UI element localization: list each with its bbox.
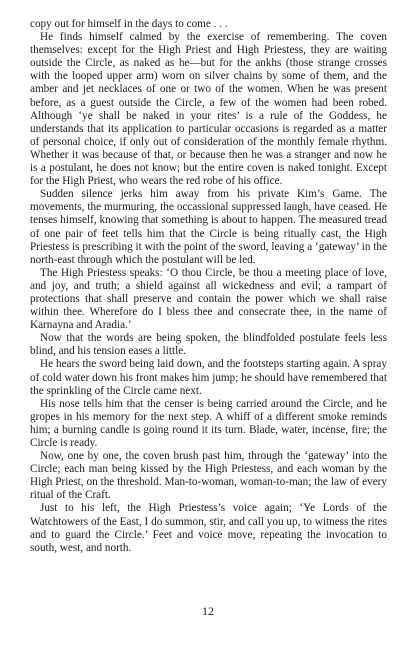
paragraph-9: Just to his left, the High Priestess’s voice again; ‘Ye Lords of the Watchtowers of the East, I do summon, stir, and call you up, to witness the rites and to guard the Circle.’ Feet and voice move, repeating the invocation to south, west, and north. [30, 502, 387, 554]
paragraph-6: He hears the sword being laid down, and the footsteps starting again. A spray of cold water down his front makes him jump; he should have remembered that the sprinkling of the Circle came next. [30, 358, 387, 397]
body-text [30, 18, 387, 555]
paragraph-3: Sudden silence jerks him away from his private Kim’s Game. The movements, the murmuring, the occassional suppressed laugh, have ceased. He tenses himself, knowing that something is about to happen. The measured tread of one pair of feet tells him that the Circle is being ritually cast, the High Priestess is prescribing it with the point of the sword, leaving a ‘gateway’ in the north-east through which the postulant will be led. [30, 188, 387, 266]
paragraph-8: Now, one by one, the coven brush past him, through the ‘gateway’ into the Circle; each man being kissed by the High Priestess, and each woman by the High Priest, on the threshold. Man-to-woman, woman-to-man; the law of every ritual of the Craft. [30, 450, 387, 502]
paragraph-5: Now that the words are being spoken, the blindfolded postulate feels less blind, and his tension eases a little. [30, 332, 387, 358]
page-number: 12 [202, 604, 214, 618]
paragraph-1: copy out for himself in the days to come . . . [30, 18, 228, 30]
paragraph-4: The High Priestess speaks: ‘O thou Circle, be thou a meeting place of love, and joy, and truth; a shield against all wickedness and evil; a rampart of protections that shall preserve and contain the power which we shall raise within thee. Wherefore do I bless thee and consecrate thee, in the name of Karnayna and Aradia.’ [30, 266, 387, 332]
paragraph-7: His nose tells him that the censer is being carried around the Circle, and he gropes in his memory for the next step. A whiff of a different smoke reminds him; a burning candle is going round it its turn. Blade, water, incense, fire; the Circle is ready. [30, 397, 387, 449]
paragraph-2: He finds himself calmed by the exercise of remembering. The coven themselves: except for the High Priest and High Priestess, they are waiting outside the Circle, as naked as he—but for the ankhs (those strange crosses with the looped upper arm) worn on silver chains by some of them, and the amber and jet necklaces of one or two of the women. When he was present before, as a guest outside the Circle, a few of the women had been robed. Although ‘ye shall be naked in your rites’ is a rule of the Goddess, he understands that its application to particular occasions is regarded as a matter of personal choice, if only out of consideration of the monthly female rhythm. Whether it was because of that, or because then he was a stranger and now he is a postulant, he does not know; but the entire coven is naked tonight. Except for the High Priest, who wears the red robe of his office. [30, 31, 387, 188]
